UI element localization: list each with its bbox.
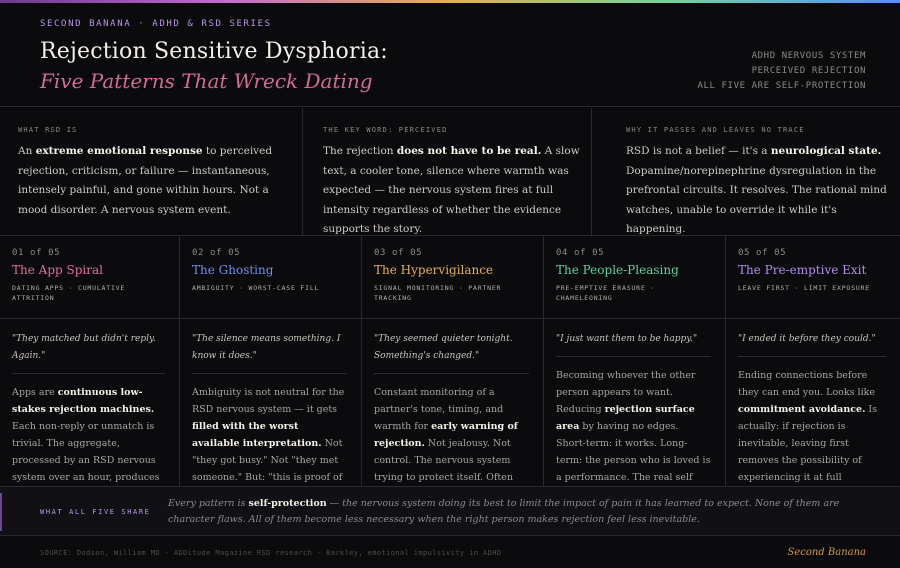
pattern-name: The Pre-emptive Exit [738, 263, 867, 277]
pattern-quote: "They matched but didn't reply. Again." [12, 319, 165, 374]
brand-signature: Second Banana [787, 547, 866, 558]
source-citation: SOURCE: Dodson, William MD · ADDitude Magazine RSD research · Barkley, emotional impulsivity in ADHD [40, 549, 502, 557]
definition-label: THE KEY WORD: PERCEIVED [323, 126, 448, 134]
summary-label: WHAT ALL FIVE SHARE [40, 508, 151, 516]
pattern-number: 01 of 05 [12, 248, 61, 258]
series-label: SECOND BANANA · ADHD & RSD SERIES [40, 19, 272, 29]
summary-text: Every pattern is self-protection — the nervous system doing its best to limit the impact of pain it has learned to expect. None of them are character flaws. All of them become less necessary when the right person makes rejection feel less inevitable. [168, 498, 840, 525]
pattern-description: Ending connections before they can end you. Looks like commitment avoidance. Is actually: if rejection is inevitable, leaving first removes the possibility of experiencing it at full [738, 370, 878, 483]
definition-body: RSD is not a belief — it's a neurological state. Dopamine/norepinephrine dysregulation in the prefrontal circuits. It resolves. The rational mind watches, unable to override it while it's happening. [626, 145, 887, 235]
page-subtitle: Five Patterns That Wreck Dating [40, 69, 373, 93]
definition-perceived [302, 108, 592, 236]
pattern-name: The People-Pleasing [556, 263, 679, 277]
meta-line: PERCEIVED REJECTION [751, 66, 866, 76]
definition-why-it-passes [606, 108, 888, 236]
definition-what-rsd-is [18, 108, 286, 236]
pattern-quote: "I just want them to be happy." [556, 319, 711, 357]
pattern-tags: SIGNAL MONITORING · PARTNER TRACKING [374, 284, 502, 302]
header-meta [697, 49, 866, 94]
pattern-quote: "They seemed quieter tonight. Something's changed." [374, 319, 529, 374]
definition-body: The rejection does not have to be real. A slow text, a cooler tone, silence where warmth was expected — the nervous system fires at full intensity regardless of whether the evidence supports the story. [323, 145, 580, 235]
pattern-quote: "The silence means something. I know it does." [192, 319, 347, 374]
definition-label: WHAT RSD IS [18, 126, 78, 134]
definition-body: An extreme emotional response to perceived rejection, criticism, or failure — instantaneous, intensely painful, and gone within hours. Not a mood disorder. A nervous system event. [18, 145, 273, 216]
header [0, 3, 900, 107]
pattern-name: The App Spiral [12, 263, 103, 277]
pattern-tags: AMBIGUITY · WORST-CASE FILL [192, 284, 320, 292]
pattern-quote: "I ended it before they could." [738, 319, 886, 357]
definition-label: WHY IT PASSES AND LEAVES NO TRACE [626, 126, 805, 134]
pattern-name: The Hypervigilance [374, 263, 494, 277]
pattern-description: Constant monitoring of a partner's tone, timing, and warmth for early warning of rejection. Not jealousy. Not control. The nervous system trying to protect itself. Often [374, 387, 518, 483]
pattern-description: Apps are continuous low-stakes rejection machines. Each non-reply or unmatch is trivial. The aggregate, processed by an RSD nervous system over an hour, produces [12, 387, 160, 483]
pattern-number: 03 of 05 [374, 248, 423, 258]
meta-line: ALL FIVE ARE SELF-PROTECTION [697, 81, 866, 91]
pattern-name: The Ghosting [192, 263, 274, 277]
pattern-description: Ambiguity is not neutral for the RSD nervous system — it gets filled with the worst available interpretation. Not "they got busy." Not "they met someone." But: "this is proof of [192, 387, 345, 483]
summary-accent-bar [0, 493, 2, 531]
pattern-number: 05 of 05 [738, 248, 787, 258]
pattern-description: Becoming whoever the other person appears to want. Reducing rejection surface area by having no edges. Short-term: it works. Long-term: the person who is loved is a performance. The real self [556, 370, 711, 483]
footer [0, 537, 900, 568]
pattern-card [726, 236, 900, 486]
pattern-tags: PRE-EMPTIVE ERASURE · CHAMELEONING [556, 284, 655, 302]
patterns-grid [0, 236, 900, 486]
pattern-number: 02 of 05 [192, 248, 241, 258]
pattern-tags: DATING APPS · CUMULATIVE ATTRITION [12, 284, 126, 302]
pattern-card [180, 236, 362, 486]
pattern-card [362, 236, 544, 486]
meta-line: ADHD NERVOUS SYSTEM [751, 51, 866, 61]
definitions-row [0, 108, 900, 236]
pattern-card [0, 236, 180, 486]
page-title: Rejection Sensitive Dysphoria: [40, 39, 388, 64]
pattern-card [544, 236, 726, 486]
shared-summary [0, 486, 900, 536]
pattern-number: 04 of 05 [556, 248, 605, 258]
pattern-tags: LEAVE FIRST · LIMIT EXPOSURE [738, 284, 870, 292]
